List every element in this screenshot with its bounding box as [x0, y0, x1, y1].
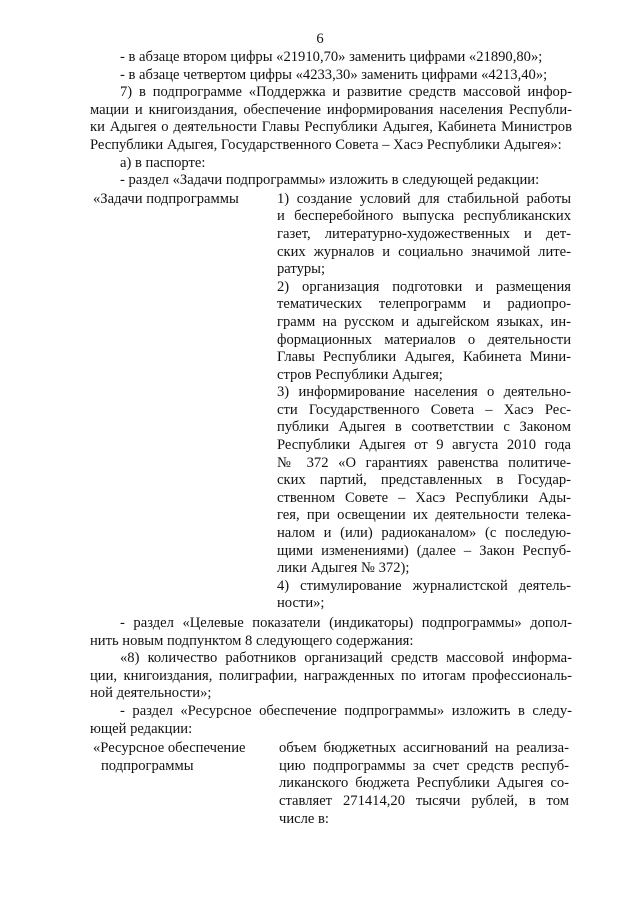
text-line: нить новым подпунктом 8 следующего содержания:: [90, 632, 414, 649]
text-line: и бесперебойного выпуска республиканских: [277, 208, 571, 225]
text-line: ности»;: [277, 595, 325, 612]
text-line: Республики Адыгея, Государственного Совета – Хасэ Республики Адыгея»:: [90, 136, 562, 153]
text-line: гея, при освещении их деятельности телека-: [277, 507, 571, 524]
text-line: ющей редакции:: [90, 720, 193, 737]
text-line: числе в:: [279, 810, 329, 827]
text-line: щими изменениями) (далее – Закон Респуб-: [277, 542, 571, 559]
text-line: ственном Совете – Хасэ Республики Ады-: [277, 489, 571, 506]
text-line: ских журналов и социально значимой лите-: [277, 243, 571, 260]
tasks-content: [277, 191, 571, 613]
text-line: подпрограммы: [101, 757, 194, 774]
targets-paragraph: [90, 615, 572, 650]
text-line: Главы Республики Адыгея, Кабинета Мини-: [277, 349, 571, 366]
text-line: ции, книгоиздания, полиграфии, награжденных по итогам профессиональ-: [90, 667, 572, 684]
document-body: [90, 49, 572, 828]
text-line: ских партий, представленных в Государ-: [277, 472, 571, 489]
intro-paragraph: [90, 49, 572, 84]
resources-section: [90, 740, 572, 828]
text-line: мации и книгоиздания, обеспечение информирования населения Республи-: [90, 101, 572, 118]
item-8-paragraph: [90, 650, 572, 703]
sub-item-a: а) в паспорте:: [120, 154, 206, 171]
text-line: 3) информирование населения о деятельно-: [277, 384, 571, 401]
item-7-paragraph: [90, 84, 572, 154]
page-number: 6: [316, 31, 324, 47]
text-line: грамм на русском и адыгейском языках, ин-: [277, 313, 571, 330]
text-line: «8) количество работников организаций средств массовой информа-: [120, 650, 572, 667]
text-line: - в абзаце втором цифры «21910,70» заменить цифрами «21890,80»;: [120, 49, 543, 65]
text-line: 2) организация подготовки и размещения: [277, 278, 571, 295]
resources-label: [90, 740, 273, 828]
text-line: - раздел «Целевые показатели (индикаторы) подпрограммы» допол-: [120, 615, 572, 631]
text-line: «Ресурсное обеспечение: [93, 740, 246, 757]
text-line: налом и (или) радиоканалом» (с последую-: [277, 525, 571, 542]
tasks-intro: - раздел «Задачи подпрограммы» изложить в следующей редакции:: [120, 172, 540, 189]
text-line: ратуры;: [277, 261, 326, 278]
text-line: ки Адыгея о деятельности Главы Республики Адыгея, Кабинета Министров: [90, 119, 572, 136]
text-line: ной деятельности»;: [90, 685, 212, 702]
text-line: цию подпрограммы за счет средств респуб-: [279, 757, 569, 774]
tasks-section: [90, 191, 572, 613]
text-line: 1) создание условий для стабильной работы: [277, 190, 571, 207]
text-line: Республики Адыгея от 9 августа 2010 года: [277, 437, 571, 454]
tasks-label: «Задачи подпрограммы: [93, 190, 239, 207]
text-line: № 372 «О гарантиях равенства политиче-: [277, 454, 571, 471]
text-line: 4) стимулирование журналистской деятель-: [277, 577, 571, 594]
text-line: публики Адыгея в соответствии с Законом: [277, 419, 571, 436]
text-line: тематических телепрограмм и радиопро-: [277, 296, 571, 313]
text-line: формационных материалов о деятельности: [277, 331, 571, 348]
resources-content: [279, 740, 569, 828]
text-line: ликанского бюджета Республики Адыгея со-: [279, 775, 569, 792]
text-line: лики Адыгея № 372);: [277, 560, 410, 577]
text-line: - раздел «Ресурсное обеспечение подпрограммы» изложить в следу-: [120, 702, 572, 719]
text-line: - в абзаце четвертом цифры «4233,30» заменить цифрами «4213,40»;: [120, 66, 548, 83]
text-line: ставляет 271414,20 тысячи рублей, в том: [279, 792, 569, 809]
text-line: 7) в подпрограмме «Поддержка и развитие средств массовой инфор-: [120, 84, 572, 101]
text-line: сти Государственного Совета – Хасэ Рес-: [277, 401, 571, 418]
text-line: газет, литературно-художественных и дет-: [277, 225, 571, 242]
text-line: стров Республики Адыгея;: [277, 366, 443, 383]
text-line: объем бюджетных ассигнований на реализа-: [279, 740, 569, 757]
resources-intro: [90, 703, 572, 738]
